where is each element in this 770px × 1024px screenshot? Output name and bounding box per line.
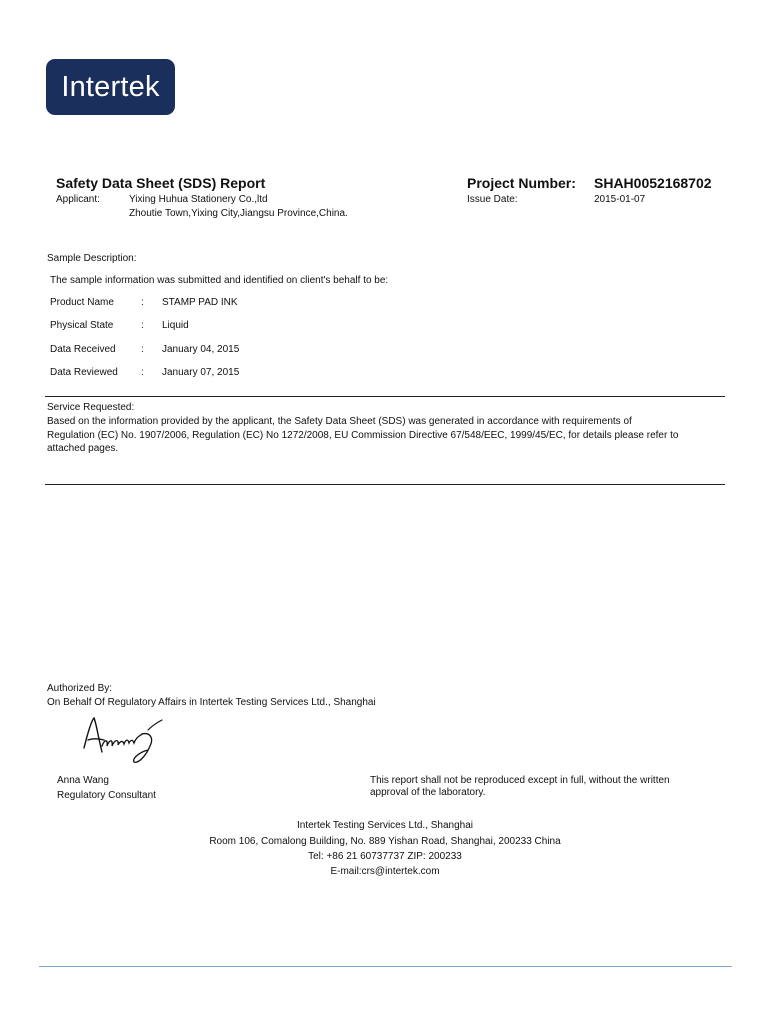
table-row-value: STAMP PAD INK [162,297,238,308]
table-row-value: January 07, 2015 [162,367,240,378]
table-row-label: Product Name [50,297,114,308]
table-row-separator: : [141,320,144,331]
footer-divider [39,966,732,967]
applicant-label: Applicant: [56,194,100,205]
service-text-line: Regulation (EC) No. 1907/2006, Regulation (EC) No 1272/2008, EU Commission Directive 67/548/EEC, 1999/45/EC, for details please refer to [47,430,679,441]
project-number: SHAH0052168702 [594,175,712,191]
reproduction-notice-line: approval of the laboratory. [370,787,486,798]
logo-text: Intertek [61,70,160,103]
signatory-name: Anna Wang [57,775,109,786]
footer-tel: Tel: +86 21 60737737 ZIP: 200233 [308,851,462,862]
sample-intro: The sample information was submitted and identified on client's behalf to be: [50,275,389,286]
table-row-separator: : [141,367,144,378]
reproduction-notice-line: This report shall not be reproduced except in full, without the written [370,775,670,786]
report-title: Safety Data Sheet (SDS) Report [56,175,266,191]
service-text-line: attached pages. [47,443,119,454]
table-row-value: Liquid [162,320,189,331]
section-divider-bottom [45,484,725,485]
applicant-name: Yixing Huhua Stationery Co.,ltd [129,194,268,205]
service-text-line: Based on the information provided by the applicant, the Safety Data Sheet (SDS) was generated in accordance with requirements of [47,416,632,427]
intertek-logo [46,59,175,115]
table-row-label: Physical State [50,320,114,331]
authorized-by-heading: Authorized By: [47,683,113,694]
issue-date: 2015-01-07 [594,194,646,205]
footer-address: Room 106, Comalong Building, No. 889 Yishan Road, Shanghai, 200233 China [209,836,561,847]
footer-company: Intertek Testing Services Ltd., Shanghai [296,820,474,831]
table-row-separator: : [141,344,144,355]
sample-heading: Sample Description: [47,253,137,264]
table-row-label: Data Reviewed [50,367,118,378]
applicant-address: Zhoutie Town,Yixing City,Jiangsu Province,China. [129,208,348,219]
issue-date-label: Issue Date: [467,194,518,205]
signatory-role: Regulatory Consultant [57,790,156,801]
on-behalf-text: On Behalf Of Regulatory Affairs in Intertek Testing Services Ltd., Shanghai [47,697,376,708]
table-row-separator: : [141,297,144,308]
service-heading: Service Requested: [47,402,135,413]
project-number-label: Project Number: [467,175,576,191]
table-row-value: January 04, 2015 [162,344,240,355]
footer-email: E-mail:crs@intertek.com [330,866,440,877]
table-row-label: Data Received [50,344,116,355]
section-divider-top [45,396,725,397]
signature-image [78,712,166,770]
